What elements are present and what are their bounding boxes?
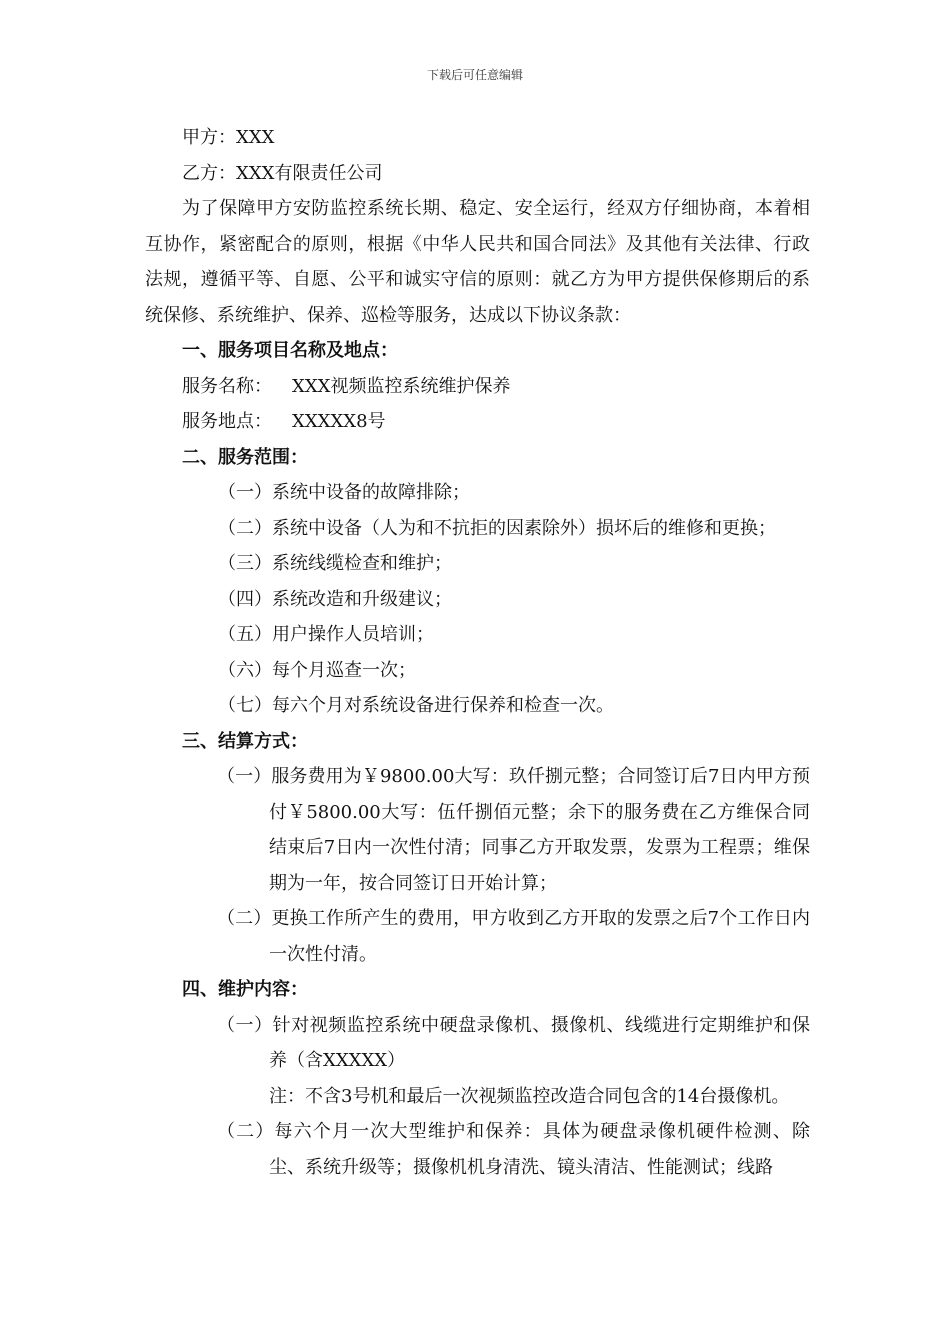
scope-item: （二）系统中设备（人为和不抗拒的因素除外）损坏后的维修和更换；	[218, 517, 776, 539]
scope-item: （六）每个月巡查一次；	[218, 659, 416, 681]
scope-item: （三）系统线缆检查和维护；	[218, 553, 452, 574]
service-name-line	[145, 369, 810, 405]
service-name-value: XXX视频监控系统维护保养	[292, 375, 511, 397]
service-place-line	[145, 404, 810, 440]
maintenance-note: 注：不含3号机和最后一次视频监控改造合同包含的14台摄像机。	[269, 1085, 790, 1107]
scope-item: （五）用户操作人员培训；	[218, 624, 434, 645]
scope-item: （一）系统中设备的故障排除；	[218, 482, 470, 503]
header-watermark: 下载后可任意编辑	[426, 68, 523, 82]
intro-paragraph: 为了保障甲方安防监控系统长期、稳定、安全运行，经双方仔细协商，本着相互协作，紧密配合的原则，根据《中华人民共和国合同法》及其他有关法律、行政法规，遵循平等、自愿、公平和诚实守信的原则：就乙方为甲方提供保修期后的系统保修、系统维护、保养、巡检等服务，达成以下协议条款：	[145, 198, 810, 326]
service-place-value: XXXXX8号	[292, 411, 386, 432]
section-4-title: 四、维护内容：	[182, 979, 308, 1000]
scope-item: （七）每六个月对系统设备进行保养和检查一次。	[218, 695, 614, 716]
section-1-title: 一、服务项目名称及地点：	[182, 340, 398, 361]
contract-body	[145, 120, 810, 1185]
party-b-line: 乙方：XXX有限责任公司	[182, 162, 383, 184]
section-3-title: 三、结算方式：	[182, 730, 308, 752]
service-place-label: 服务地点：	[182, 411, 272, 432]
maintenance-item: （一）针对视频监控系统中硬盘录像机、摄像机、线缆进行定期维护和保养（含XXXXX）	[217, 1014, 810, 1071]
service-name-label: 服务名称：	[182, 375, 272, 397]
maintenance-item: （二）每六个月一次大型维护和保养：具体为硬盘录像机硬件检测、除尘、系统升级等；摄像机机身清洗、镜头清洁、性能测试；线路	[217, 1121, 810, 1178]
settlement-item: （二）更换工作所产生的费用，甲方收到乙方开取的发票之后7个工作日内一次性付清。	[217, 908, 810, 965]
settlement-item: （一）服务费用为￥9800.00大写：玖仟捌元整；合同签订后7日内甲方预付￥5800.00大写：伍仟捌佰元整；余下的服务费在乙方维保合同结束后7日内一次性付清；同事乙方开取发票，发票为工程票；维保期为一年，按合同签订日开始计算；	[217, 766, 810, 894]
party-a-line: 甲方：XXX	[182, 127, 275, 148]
section-2-title: 二、服务范围：	[182, 446, 308, 468]
scope-item: （四）系统改造和升级建议；	[218, 588, 452, 610]
